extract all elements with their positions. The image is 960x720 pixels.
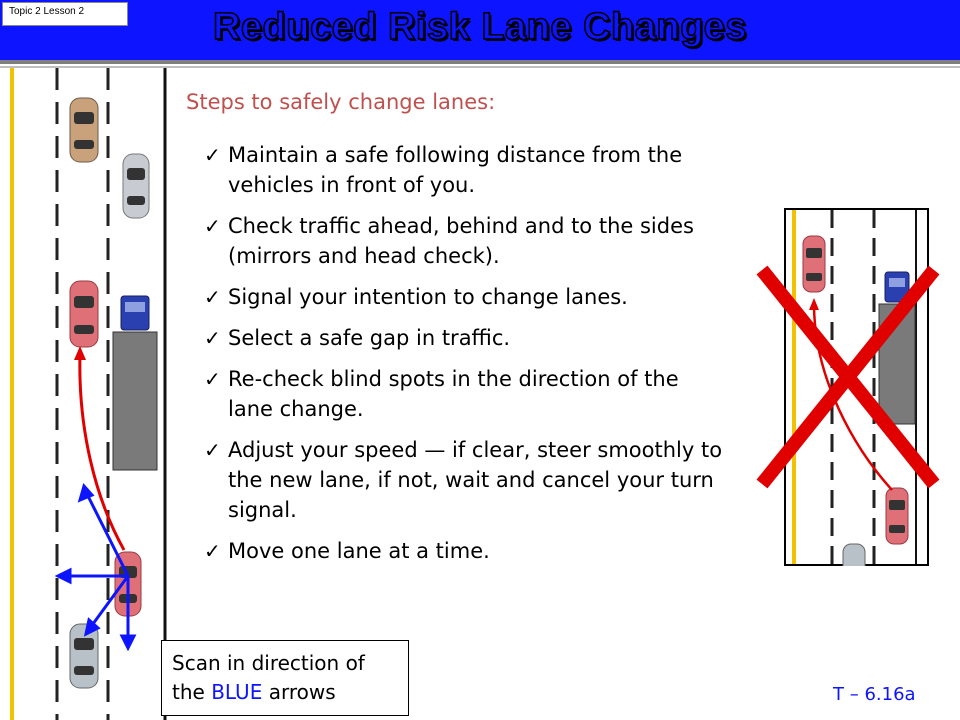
checkmark-icon: ✓ xyxy=(204,326,221,350)
list-item xyxy=(204,323,724,353)
scan-note-line2: the BLUE arrows xyxy=(172,680,336,704)
topic-lesson-label: Topic 2 Lesson 2 xyxy=(2,2,128,26)
list-item xyxy=(204,211,724,271)
scan-arrows xyxy=(58,486,134,648)
lane-change-diagram xyxy=(0,68,170,720)
car-icon xyxy=(70,624,98,688)
step-text: Signal your intention to change lanes. xyxy=(228,285,628,309)
list-item xyxy=(204,536,724,566)
car-icon xyxy=(843,544,865,566)
list-item xyxy=(204,140,724,200)
slide-title: Reduced Risk Lane Changes xyxy=(212,6,748,48)
car-icon xyxy=(123,154,149,218)
checkmark-icon: ✓ xyxy=(204,367,221,391)
truck-icon xyxy=(113,296,157,470)
slide-code: T – 6.16a xyxy=(833,684,916,705)
checkmark-icon: ✓ xyxy=(204,285,221,309)
arrow-icon xyxy=(74,346,86,360)
list-item xyxy=(204,282,724,312)
step-text: Move one lane at a time. xyxy=(228,539,490,563)
blue-highlight: BLUE xyxy=(211,680,263,704)
checkmark-icon: ✓ xyxy=(204,143,221,167)
step-text: Check traffic ahead, behind and to the sides (mirrors and head check). xyxy=(228,214,694,268)
car-icon xyxy=(70,98,98,162)
scan-note xyxy=(161,640,409,716)
car-icon xyxy=(886,488,908,544)
title-divider xyxy=(0,60,960,64)
checkmark-icon: ✓ xyxy=(204,214,221,238)
scan-note-line1: Scan in direction of xyxy=(172,651,365,675)
step-text: Maintain a safe following distance from the vehicles in front of you. xyxy=(228,143,683,197)
list-item xyxy=(204,364,724,424)
steps-list xyxy=(204,140,724,577)
list-item xyxy=(204,435,724,525)
car-icon xyxy=(70,281,98,347)
steps-heading: Steps to safely change lanes: xyxy=(186,90,496,114)
checkmark-icon: ✓ xyxy=(204,438,221,462)
step-text: Adjust your speed — if clear, steer smoothly to the new lane, if not, wait and cancel your turn signal. xyxy=(228,438,723,522)
step-text: Select a safe gap in traffic. xyxy=(228,326,511,350)
x-cross-icon xyxy=(752,262,944,492)
checkmark-icon: ✓ xyxy=(204,539,221,563)
step-text: Re-check blind spots in the direction of the lane change. xyxy=(228,367,679,421)
